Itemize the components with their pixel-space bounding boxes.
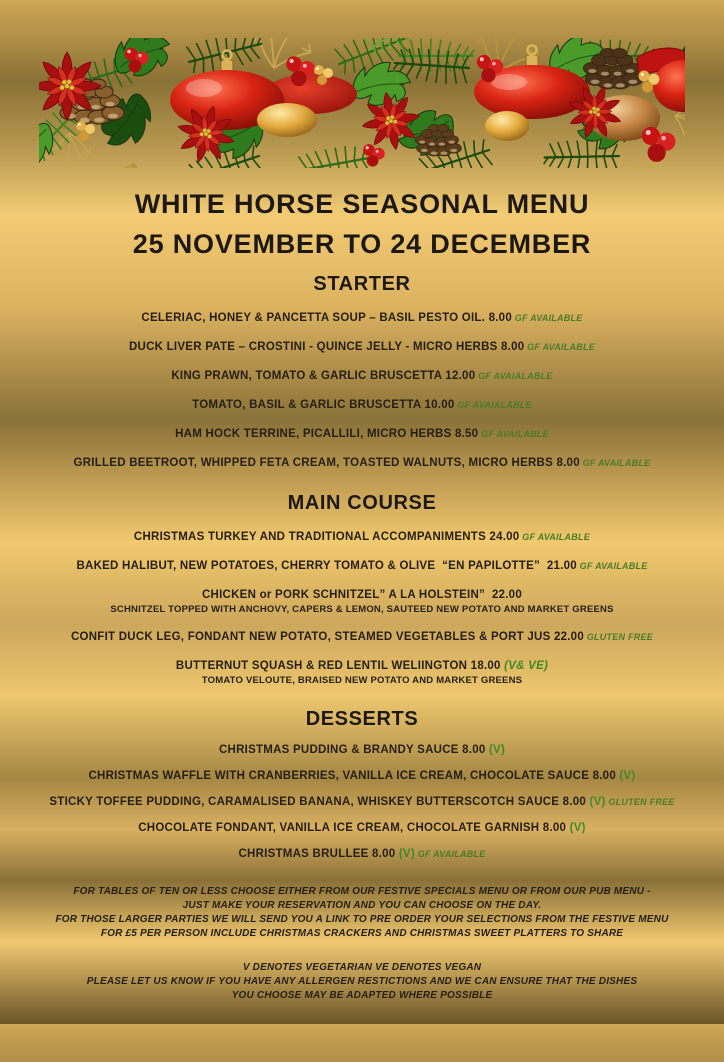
item-line	[0, 370, 724, 383]
item-subtext: TOMATO VELOUTE, BRAISED NEW POTATO AND MARKET GREENS	[201, 675, 523, 686]
gluten-free-tag: GF AVAILABLE	[576, 561, 648, 571]
item-line	[0, 399, 724, 412]
diet-tag: (V)	[615, 770, 636, 782]
allergen-notes	[75, 961, 650, 1003]
menu-title-line1: WHITE HORSE SEASONAL MENU	[134, 189, 590, 219]
gluten-free-tag: GF AVAILABLE	[414, 849, 486, 859]
menu-item	[0, 457, 724, 470]
gluten-free-tag: GF AVAILABLE	[519, 532, 591, 542]
item-line	[0, 531, 724, 544]
gluten-free-tag: GLUTEN FREE	[605, 797, 675, 807]
section-heading: MAIN COURSE	[287, 492, 437, 514]
menu-section-starter	[0, 273, 724, 470]
diet-tag: (V)	[566, 822, 586, 834]
item-line	[0, 457, 724, 470]
booking-note-line: FOR £5 PER PERSON INCLUDE CHRISTMAS CRACKERS AND CHRISTMAS SWEET PLATTERS TO SHARE	[100, 928, 624, 939]
menu-item	[0, 848, 724, 861]
item-text: KING PRAWN, TOMATO & GARLIC BRUSCETTA 12.00	[171, 370, 476, 382]
christmas-garland-svg	[39, 38, 685, 168]
item-line	[0, 312, 724, 325]
item-text: CHOCOLATE FONDANT, VANILLA ICE CREAM, CHOCOLATE GARNISH 8.00	[138, 822, 567, 834]
gluten-free-tag: GLUTEN FREE	[583, 632, 653, 642]
menu-item	[0, 660, 724, 686]
item-text: GRILLED BEETROOT, WHIPPED FETA CREAM, TOASTED WALNUTS, MICRO HERBS 8.00	[73, 457, 580, 469]
item-line	[0, 341, 724, 354]
menu-item	[0, 589, 724, 615]
menu-item	[0, 631, 724, 644]
section-heading: DESSERTS	[305, 708, 419, 730]
item-text: HAM HOCK TERRINE, PICALLILI, MICRO HERBS 8.50	[175, 428, 479, 440]
menu-item	[0, 822, 724, 835]
menu-sections	[0, 273, 724, 861]
allergen-note-line: V DENOTES VEGETARIAN VE DENOTES VEGAN	[242, 962, 482, 973]
menu-item	[0, 399, 724, 412]
diet-tag: (V)	[485, 744, 506, 756]
item-line	[0, 744, 724, 757]
gluten-free-tag: GF AVAILABLE	[478, 429, 549, 439]
item-line	[0, 822, 724, 835]
christmas-garland	[39, 38, 685, 168]
menu-item	[0, 428, 724, 441]
menu-item	[0, 370, 724, 383]
item-text: BUTTERNUT SQUASH & RED LENTIL WELIINGTON 18.00	[175, 660, 501, 672]
diet-tag: (V)	[586, 796, 606, 808]
allergen-note-line: PLEASE LET US KNOW IF YOU HAVE ANY ALLERGEN RESTICTIONS AND WE CAN ENSURE THAT THE DISHES YOU CHOOSE MAY BE ADAPTED WHERE POSSIBLE	[86, 976, 638, 1001]
item-text: TOMATO, BASIL & GARLIC BRUSCETTA 10.00	[192, 399, 455, 411]
item-text: CHRISTMAS BRULLEE 8.00	[238, 848, 396, 860]
item-text: STICKY TOFFEE PUDDING, CARAMALISED BANANA, WHISKEY BUTTERSCOTCH SAUCE 8.00	[49, 796, 587, 808]
item-text: CHRISTMAS PUDDING & BRANDY SAUCE 8.00	[218, 744, 486, 756]
menu-item	[0, 341, 724, 354]
menu-item	[0, 770, 724, 783]
booking-note-line: FOR TABLES OF TEN OR LESS CHOOSE EITHER FROM OUR FESTIVE SPECIALS MENU OR FROM OUR PUB MENU -	[73, 886, 651, 897]
booking-note-line: JUST MAKE YOUR RESERVATION AND YOU CAN CHOOSE ON THE DAY.	[182, 900, 542, 911]
item-line	[0, 796, 724, 809]
section-heading: STARTER	[313, 273, 411, 295]
item-line	[0, 560, 724, 573]
menu-section-desserts	[0, 708, 724, 861]
menu-page	[0, 38, 724, 1062]
menu-item	[0, 531, 724, 544]
menu-footer	[0, 885, 724, 1003]
item-line	[0, 589, 724, 602]
menu-item	[0, 560, 724, 573]
booking-notes	[0, 885, 724, 941]
menu-item	[0, 744, 724, 757]
menu-section-main-course	[0, 492, 724, 686]
diet-tag: (V& VE)	[500, 660, 549, 672]
item-text: DUCK LIVER PATE – CROSTINI - QUINCE JELLY - MICRO HERBS 8.00	[128, 341, 525, 353]
booking-note-line: FOR THOSE LARGER PARTIES WE WILL SEND YOU A LINK TO PRE ORDER YOUR SELECTIONS FROM THE FESTIVE MENU	[55, 914, 669, 925]
menu-item	[0, 312, 724, 325]
gluten-free-tag: GF AVAIALABLE	[475, 371, 553, 381]
gluten-free-tag: GF AVAILABLE	[511, 313, 583, 323]
item-text: CHRISTMAS TURKEY AND TRADITIONAL ACCOMPANIMENTS 24.00	[133, 531, 520, 543]
gluten-free-tag: GF AVAIALABLE	[454, 400, 532, 410]
diet-tag: (V)	[395, 848, 415, 860]
item-text: CHICKEN or PORK SCHNITZEL” A LA HOLSTEIN” 22.00	[202, 589, 522, 601]
item-line	[0, 660, 724, 673]
item-text: BAKED HALIBUT, NEW POTATOES, CHERRY TOMATO & OLIVE “EN PAPILOTTE” 21.00	[76, 560, 577, 572]
item-text: CONFIT DUCK LEG, FONDANT NEW POTATO, STEAMED VEGETABLES & PORT JUS 22.00	[71, 631, 584, 643]
menu-header	[0, 184, 724, 264]
item-line	[0, 428, 724, 441]
menu-item	[0, 796, 724, 809]
gluten-free-tag: GF AVAILABLE	[524, 342, 595, 352]
item-text: CELERIAC, HONEY & PANCETTA SOUP – BASIL PESTO OIL. 8.00	[141, 312, 512, 324]
item-line	[0, 848, 724, 861]
menu-title-line2: 25 NOVEMBER TO 24 DECEMBER	[132, 229, 592, 259]
item-subtext: SCHNITZEL TOPPED WITH ANCHOVY, CAPERS & LEMON, SAUTEED NEW POTATO AND MARKET GREENS	[110, 604, 614, 615]
item-text: CHRISTMAS WAFFLE WITH CRANBERRIES, VANILLA ICE CREAM, CHOCOLATE SAUCE 8.00	[88, 770, 616, 782]
item-line	[0, 631, 724, 644]
item-line	[0, 770, 724, 783]
gluten-free-tag: GF AVAILABLE	[579, 458, 651, 468]
